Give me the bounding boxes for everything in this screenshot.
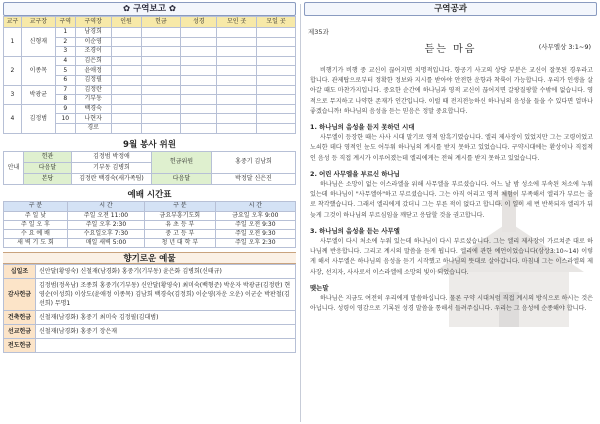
worship-header: 시 간 (215, 201, 295, 211)
worship-cell: 수요일오후 7:30 (67, 229, 144, 238)
empty-cell (217, 56, 257, 66)
district-leader-cell: 경로 (75, 123, 111, 133)
empty-cell (257, 56, 296, 66)
empty-cell (217, 37, 257, 47)
section-heading: 1. 하나님의 음성을 듣지 못하던 시대 (310, 123, 415, 132)
col-bible: 성경 (181, 17, 217, 28)
offering-names: 신안달(황영숙) 신철재(남경화) 홍중기(기부동) 윤은화 김병희(신태규) (36, 264, 296, 278)
empty-cell (111, 56, 141, 66)
empty-cell (111, 85, 141, 95)
offering-category: 전도헌금 (4, 338, 36, 352)
worship-cell: 주 일 낮 (4, 211, 68, 220)
worship-header-row (4, 201, 296, 211)
service-cell: 홍중기 김남희 (212, 151, 296, 173)
service-cell: 본당 (24, 173, 72, 184)
district-leader-cell: 조경이 (75, 47, 111, 57)
offering-names: 신철재(남경화) 홍중기 최미숙 김정필(김대범) (36, 310, 296, 324)
worship-cell: 주일 오후 2:30 (67, 220, 144, 229)
parish-leader-cell: 김정범 (21, 104, 55, 133)
service-side-label: 안내 (4, 151, 24, 184)
offering-names (36, 338, 296, 352)
empty-cell (217, 85, 257, 95)
empty-cell (257, 75, 296, 85)
empty-cell (217, 114, 257, 124)
empty-cell (111, 37, 141, 47)
flower-icon: ✿ (168, 4, 177, 14)
parish-leader-cell: 이종목 (21, 56, 55, 85)
report-body (4, 28, 296, 134)
empty-cell (217, 123, 257, 133)
report-row (4, 56, 296, 66)
district-cell: 8 (55, 95, 75, 105)
worship-table (3, 201, 296, 248)
col-district: 구역 (55, 17, 75, 28)
report-row (4, 104, 296, 114)
offering-category: 감사헌금 (4, 278, 36, 310)
empty-cell (217, 47, 257, 57)
empty-cell (257, 66, 296, 76)
empty-cell (257, 47, 296, 57)
service-cell: 박정달 신은진 (212, 173, 296, 184)
empty-cell (257, 123, 296, 133)
lesson-intro: 비행기가 비행 중 교신이 끊어지면 치명적입니다. 항공기 사고의 상당 부분은 교신이 잘못된 경우라고 합니다. 관제탑으로부터 정확한 정보와 지시를 받아야 안전한 운항과 착륙이 가능합니다. 우리가 인생을 살아갈 때도 마찬가지입니다. 중요한 순간에 하나님과 영적 교신이 끊어지면 갈팡질팡할 수밖에 없습니다. 영적으로 무지하고 나약한 존재가 인간입니다. 이럴 때 전지전능하신 하나님의 음성을 들을 수 있다면 얼마나 좋겠습니까! 하나님의 음성을 듣는 믿음은 정말 중요합니다. (310, 67, 593, 115)
offering-row (4, 310, 296, 324)
col-parish-leader: 교구장 (21, 17, 55, 28)
worship-row (4, 211, 296, 220)
empty-cell (217, 104, 257, 114)
worship-cell: 주일 오전 9:30 (215, 220, 295, 229)
district-cell: 6 (55, 75, 75, 85)
empty-cell (181, 56, 217, 66)
worship-row (4, 238, 296, 247)
empty-cell (141, 85, 181, 95)
col-district-leader: 구역장 (75, 17, 111, 28)
empty-cell (181, 47, 217, 57)
district-cell: 3 (55, 47, 75, 57)
section-heading: 2. 어린 사무엘을 부르신 하나님 (310, 169, 400, 178)
worship-row (4, 220, 296, 229)
col-count: 인원 (111, 17, 141, 28)
district-leader-cell: 김정란 (75, 85, 111, 95)
report-row (4, 85, 296, 95)
left-column (3, 2, 296, 353)
empty-cell (111, 75, 141, 85)
district-leader-cell: 김은희 (75, 56, 111, 66)
empty-cell (181, 28, 217, 38)
service-cell: 기부동 김병희 (72, 162, 152, 173)
empty-cell (181, 95, 217, 105)
district-cell: 9 (55, 104, 75, 114)
worship-cell: 수 요 예 배 (4, 229, 68, 238)
district-leader-cell: 김정필 (75, 75, 111, 85)
col-parish: 교구 (4, 17, 22, 28)
empty-cell (217, 28, 257, 38)
worship-header: 구 분 (145, 201, 216, 211)
report-row (4, 28, 296, 38)
worship-cell: 청 년 대 학 부 (145, 238, 216, 247)
offering-table (3, 264, 296, 353)
district-leader-cell: 윤애정 (75, 66, 111, 76)
empty-cell (111, 95, 141, 105)
parish-cell: 3 (4, 85, 22, 104)
district-leader-cell: 나현자 (75, 114, 111, 124)
empty-cell (181, 104, 217, 114)
empty-cell (111, 123, 141, 133)
offering-row (4, 278, 296, 310)
offering-row (4, 324, 296, 338)
report-title: 구역보고 (133, 4, 166, 14)
worship-cell: 주일 오전 9:30 (215, 229, 295, 238)
lesson-reference: (사무엘상 3:1~9) (538, 43, 591, 51)
col-offering: 헌금 (141, 17, 181, 28)
district-cell: 1 (55, 28, 75, 38)
worship-cell: 매일 새벽 5:00 (67, 238, 144, 247)
flower-icon: ✿ (122, 4, 131, 14)
empty-cell (111, 47, 141, 57)
report-header-row (4, 17, 296, 28)
worship-row (4, 229, 296, 238)
service-cell: 다음달 (24, 162, 72, 173)
parish-cell: 1 (4, 28, 22, 57)
worship-cell: 주일 오후 2:30 (215, 238, 295, 247)
empty-cell (257, 95, 296, 105)
worship-cell: 주일 오전 11:00 (67, 211, 144, 220)
empty-cell (111, 28, 141, 38)
empty-cell (257, 37, 296, 47)
offering-row (4, 264, 296, 278)
empty-cell (181, 75, 217, 85)
district-cell (55, 123, 75, 133)
worship-body (4, 211, 296, 247)
section-heading: 3. 하나님의 음성을 듣는 사무엘 (310, 226, 400, 235)
empty-cell (217, 95, 257, 105)
section-text: 사무엘이 다시 처소에 누워 있는데 하나님이 다시 부르셨습니다. 그는 엘리 제사장이 가르쳐준 대로 하나님께 반응합니다. 그리고 계시의 말씀을 듣게 됩니다. 엘리에 관한 예언이었습니다(삼상3:10~14) 이렇게 해서 사무엘은 하나님의 음성을 듣기 시작했고 하나님의 뜻대로 살아갑니다. 마침내 그는 이스라엘의 제사장, 선지자, 사사로서 이스라엘에 소망의 빛이 되었습니다. (310, 238, 593, 276)
parish-cell: 4 (4, 104, 22, 133)
empty-cell (141, 95, 181, 105)
offering-category: 십일조 (4, 264, 36, 278)
service-cell: 김정란 백경숙(새가족팀) (72, 173, 152, 184)
empty-cell (181, 123, 217, 133)
service-row (4, 151, 296, 162)
offering-category: 건축헌금 (4, 310, 36, 324)
section-text: 사무엘이 등장한 때는 사사 시대 말기로 영적 암흑기였습니다. 엘리 제사장이 있었지만 그는 고령이었고 노쇠한 데다 영적인 눈도 어두워 하나님의 계시를 받지 못하고 있었습니다. 구약시대에는 환상이나 직접적인 음성 등 직접 계시가 이루어졌는데 엘리에게는 전혀 계시를 받지 못하고 있었습니다. (310, 134, 593, 162)
lesson-number: 제35과 (308, 28, 329, 36)
section-text: 하나님은 소망이 없는 이스라엘을 위해 사무엘을 부르셨습니다. 어느 날 밤 성소에 부속된 처소에 누워 있는데 하나님이 "사무엘아"하고 부르셨습니다. 그는 아직 어리고 영적 체험이 부족해서 엘리가 부르는 줄로 착각했습니다. 그래서 엘리에게 갔더니 그는 부른 적이 없다고 합니다. 이 일이 세 번 반복되자 엘리가 뒤늦게 그것이 하나님의 부르심임을 깨닫고 응답할 것을 권고합니다. (310, 181, 593, 219)
service-row (4, 173, 296, 184)
worship-cell: 중 고 등 부 (145, 229, 216, 238)
lesson-title: 듣는 마음 (424, 44, 477, 55)
column-divider (300, 4, 301, 422)
offering-row (4, 338, 296, 352)
empty-cell (111, 114, 141, 124)
lesson-body (310, 66, 593, 317)
empty-cell (141, 123, 181, 133)
section-heading: 맺는말 (310, 283, 329, 292)
empty-cell (141, 75, 181, 85)
worship-cell: 유 초 등 부 (145, 220, 216, 229)
empty-cell (257, 114, 296, 124)
offering-title: 향기로운 예물 (3, 252, 296, 264)
district-leader-cell: 기부동 (75, 95, 111, 105)
district-cell: 10 (55, 114, 75, 124)
worship-cell: 새 벽 기 도 회 (4, 238, 68, 247)
district-leader-cell: 이순영 (75, 37, 111, 47)
service-cell: 헌금위원 (152, 151, 212, 173)
empty-cell (141, 37, 181, 47)
service-cell: 다음달 (152, 173, 212, 184)
empty-cell (181, 85, 217, 95)
district-leader-cell: 남경희 (75, 28, 111, 38)
empty-cell (141, 47, 181, 57)
empty-cell (141, 28, 181, 38)
lesson-header: 구역공과 (304, 2, 597, 16)
section-text: 하나님은 지금도 여전히 우리에게 말씀하십니다. 물론 구약 시대처럼 직접 계시의 방식으로 하시는 것은 아닙니다. 성령이 영감으로 기록된 성경 말씀을 통해서 들려주십니다. 우리는 그 음성에 순종해야 합니다. (310, 295, 593, 313)
parish-leader-cell: 신형재 (21, 28, 55, 57)
worship-header: 시 간 (67, 201, 144, 211)
parish-cell: 2 (4, 56, 22, 85)
empty-cell (111, 66, 141, 76)
service-cell: 김정범 박정애 (72, 151, 152, 162)
empty-cell (181, 114, 217, 124)
empty-cell (257, 28, 296, 38)
report-title-bar (3, 2, 296, 16)
worship-cell: 주 일 오 후 (4, 220, 68, 229)
district-leader-cell: 백경숙 (75, 104, 111, 114)
district-cell: 7 (55, 85, 75, 95)
empty-cell (181, 37, 217, 47)
service-table (3, 151, 296, 185)
district-cell: 5 (55, 66, 75, 76)
empty-cell (217, 66, 257, 76)
empty-cell (141, 114, 181, 124)
offering-category: 선교헌금 (4, 324, 36, 338)
col-meet-at: 모일 곳 (257, 17, 296, 28)
offering-names: 신철재(남경화) 홍중기 장은재 (36, 324, 296, 338)
worship-cell: 금요부흥기도회 (145, 211, 216, 220)
offering-names: 김정범(정옥남) 조종희 홍중기(기부동) 신안달(황영숙) 최미숙(백형준) 박운자 박광균(김정란) 현영순(이성희) 이상도(윤애정 이종목) 김남희 백경숙(김정희) 이순영(자운 오운) 이군순 박판철(김선희) 무명1 (36, 278, 296, 310)
col-met-at: 모인 곳 (217, 17, 257, 28)
worship-title: 예배 시간표 (127, 189, 172, 200)
right-column (304, 2, 597, 422)
district-cell: 4 (55, 56, 75, 66)
service-title: 9월 봉사 위원 (123, 139, 176, 150)
empty-cell (217, 75, 257, 85)
empty-cell (141, 66, 181, 76)
worship-header: 구 분 (4, 201, 68, 211)
empty-cell (141, 56, 181, 66)
service-cell: 헌관 (24, 151, 72, 162)
empty-cell (257, 104, 296, 114)
district-report-table (3, 16, 296, 134)
worship-cell: 금요일 오후 9:00 (215, 211, 295, 220)
empty-cell (181, 66, 217, 76)
parish-leader-cell: 박광균 (21, 85, 55, 104)
offering-body (4, 264, 296, 352)
empty-cell (141, 104, 181, 114)
empty-cell (111, 104, 141, 114)
empty-cell (257, 85, 296, 95)
district-cell: 2 (55, 37, 75, 47)
